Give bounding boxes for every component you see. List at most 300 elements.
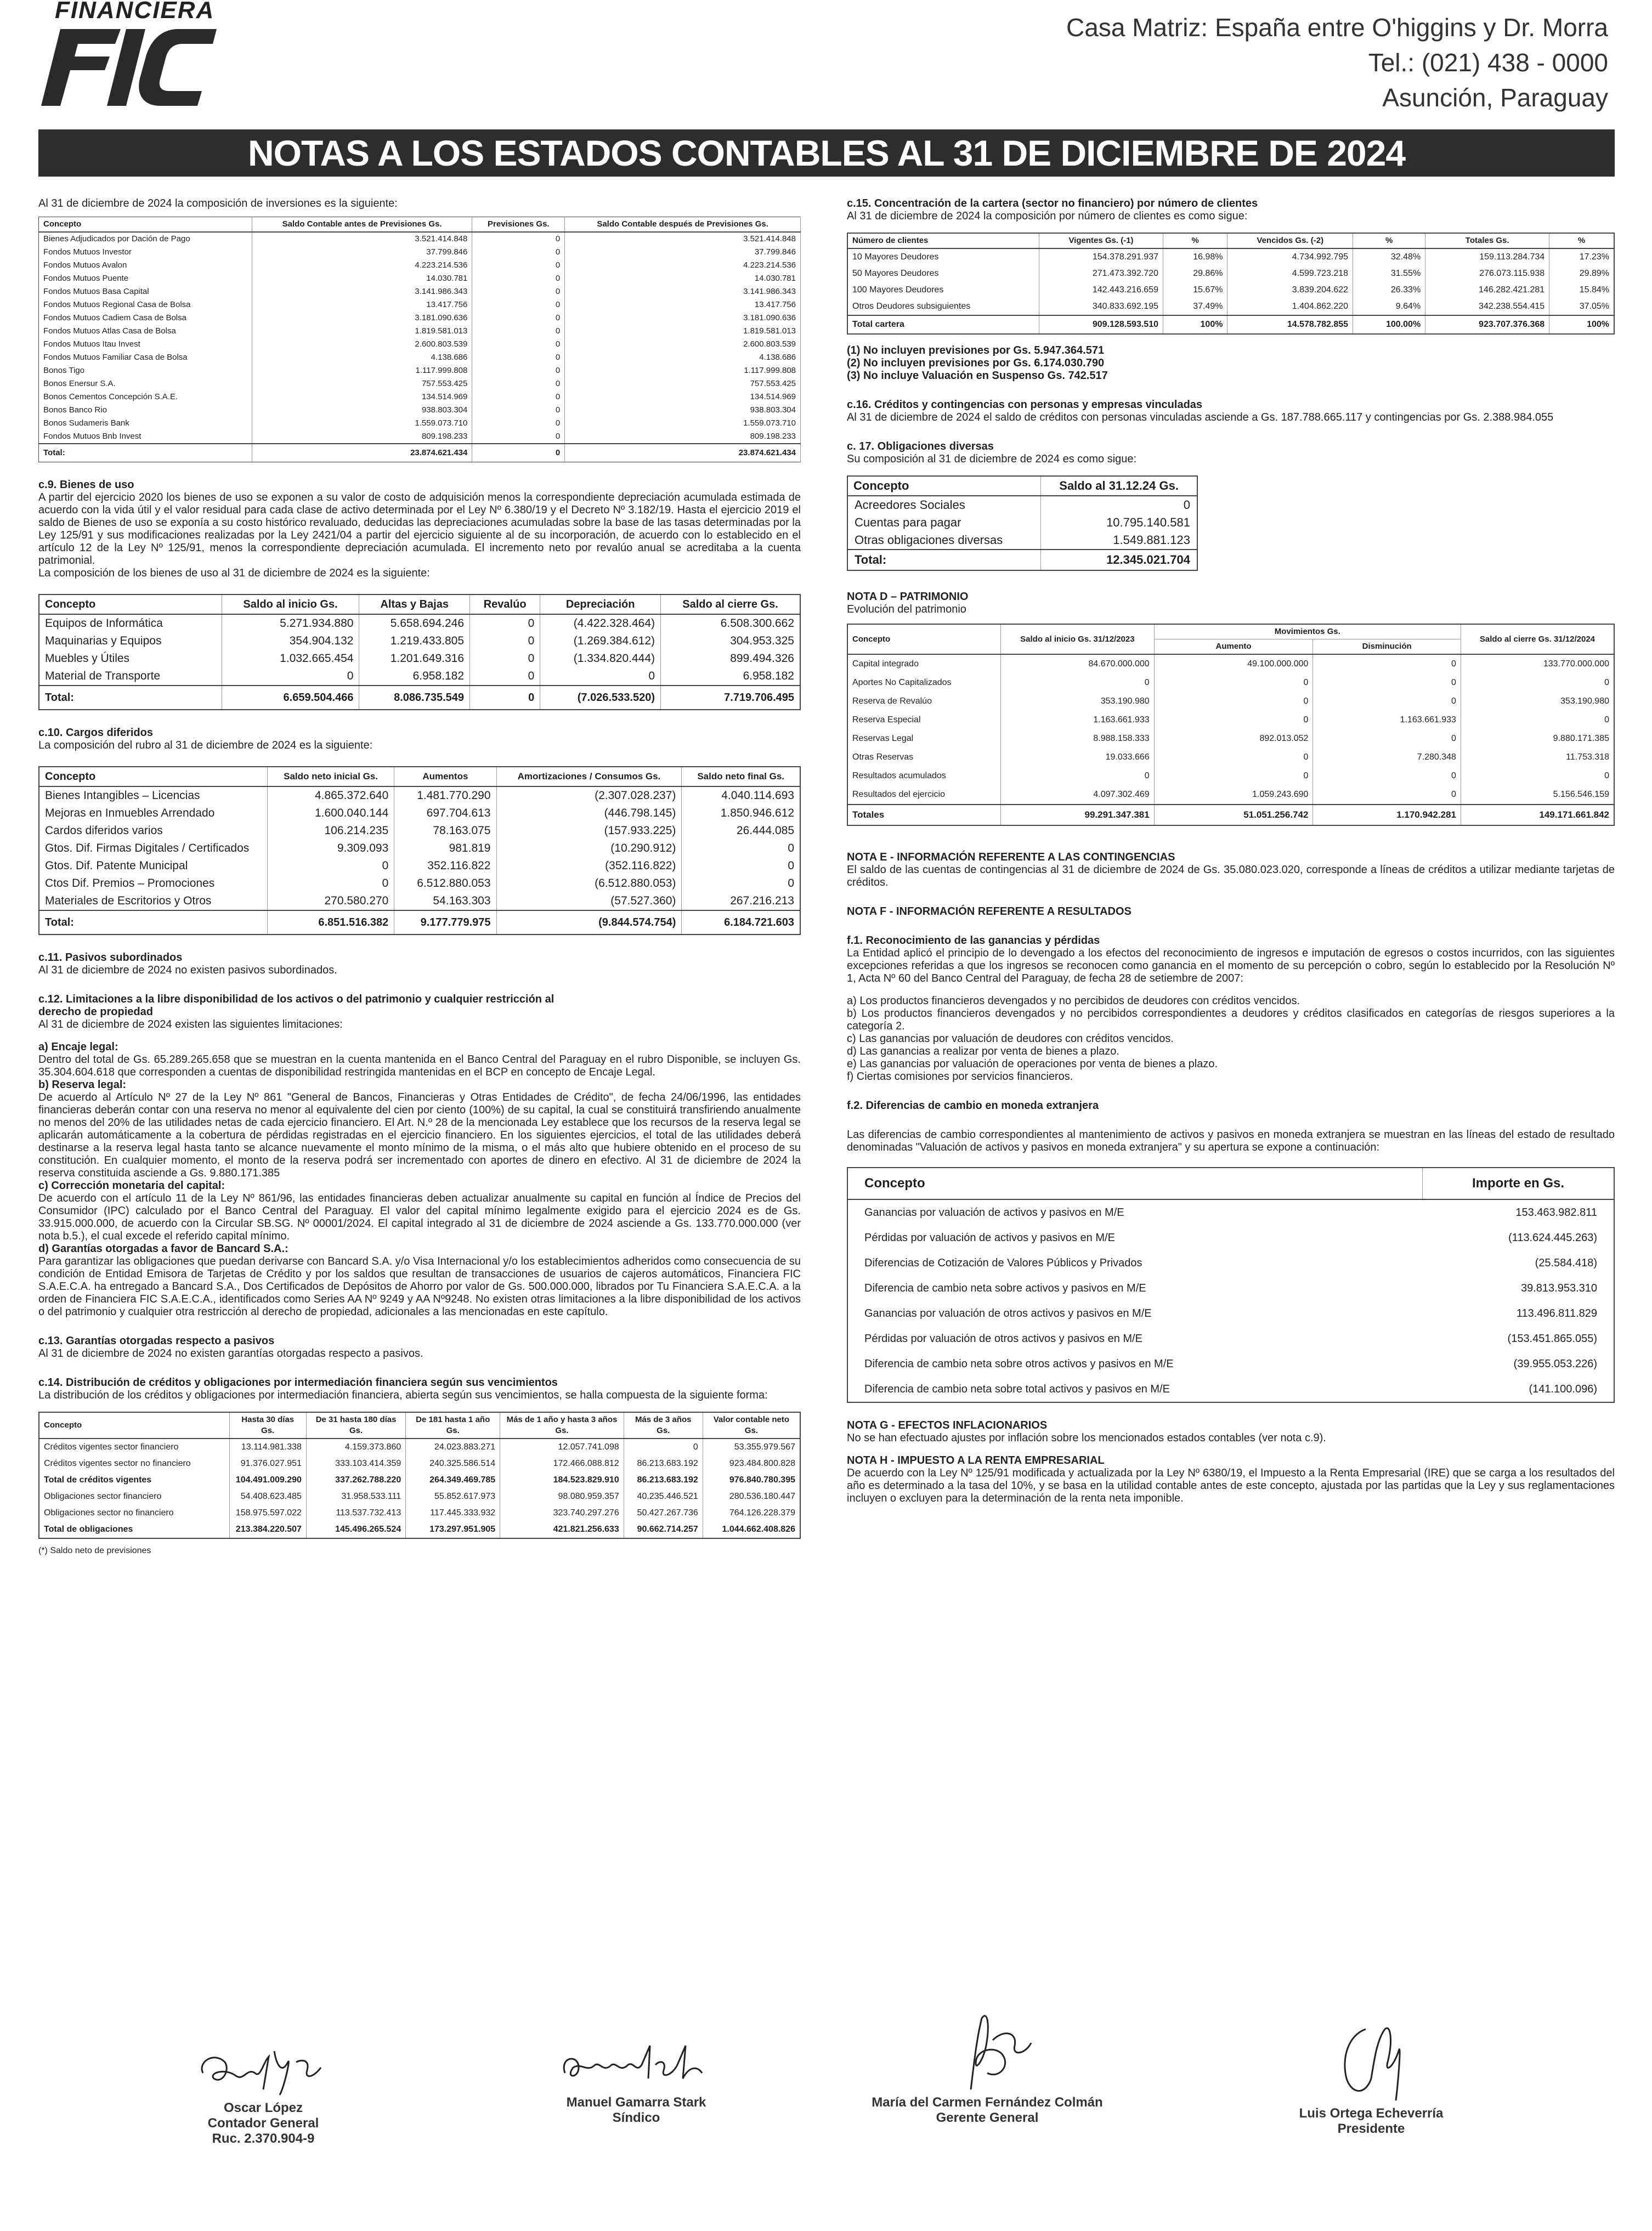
table-cell: 50.427.267.736	[624, 1505, 703, 1521]
f2-title: f.2. Diferencias de cambio en moneda extranjera	[847, 1100, 1099, 1112]
table-row	[847, 1351, 1614, 1377]
total-row	[847, 550, 1197, 570]
total-cell: 23.874.621.434	[252, 444, 472, 462]
table-cell: Diferencia de cambio neta sobre otros activos y pasivos en M/E	[864, 1358, 1174, 1370]
signature-block	[527, 2035, 746, 2126]
table-row	[847, 748, 1614, 767]
table-cell: 938.803.304	[252, 404, 472, 417]
c14-footnote: (*) Saldo neto de previsiones	[38, 1546, 151, 1555]
table-cell: 6.958.182	[359, 667, 470, 686]
table-cell: 354.904.132	[222, 632, 359, 650]
table-cell: 0	[472, 232, 565, 246]
table-cell: Gtos. Dif. Firmas Digitales / Certificados	[39, 840, 267, 857]
company-address	[1066, 10, 1608, 115]
table-cell: 0	[267, 875, 394, 892]
table-cell: 6.512.880.053	[394, 875, 496, 892]
table-cell: 0	[1154, 692, 1313, 711]
table-row	[39, 614, 800, 632]
address-line: Casa Matriz: España entre O'higgins y Dr. Morra	[1066, 13, 1608, 42]
c12d-title: d) Garantías otorgadas a favor de Bancard S.A.:	[38, 1243, 288, 1255]
table-cell: 0	[624, 1439, 703, 1456]
table-cell: Ctos Dif. Premios – Promociones	[39, 875, 267, 892]
f1-title: f.1. Reconocimiento de las ganancias y pérdidas	[847, 935, 1100, 947]
signer-ruc: Ruc. 2.370.904-9	[212, 2131, 315, 2146]
table-cell: 26.33%	[1353, 282, 1425, 298]
table-cell: Maquinarias y Equipos	[39, 632, 222, 650]
table-cell: 134.514.969	[565, 390, 801, 404]
table-cell: (10.290.912)	[496, 840, 682, 857]
table-cell: 267.216.213	[682, 892, 800, 910]
signer-role: Presidente	[1337, 2121, 1405, 2136]
inv-intro: Al 31 de diciembre de 2024 la composición de inversiones es la siguiente:	[38, 197, 398, 209]
table-cell: 0	[267, 857, 394, 875]
table-cell: 26.444.085	[682, 822, 800, 840]
table-cell: Fondos Mutuos Atlas Casa de Bolsa	[39, 325, 252, 338]
total-cell: (7.026.533.520)	[540, 686, 661, 710]
table-cell: Otras obligaciones diversas	[847, 531, 1041, 550]
signer-name: Manuel Gamarra Stark	[566, 2095, 706, 2110]
table-cell: Fondos Mutuos Regional Casa de Bolsa	[39, 298, 252, 312]
total-row	[847, 805, 1614, 825]
table-cell: 5.271.934.880	[222, 614, 359, 632]
table-cell: 104.491.009.290	[229, 1472, 306, 1488]
table-cell: 5.156.546.159	[1461, 785, 1614, 805]
signature-block	[165, 2029, 362, 2147]
table-cell: Fondos Mutuos Bnb Invest	[39, 430, 252, 444]
table-cell: 53.355.979.567	[703, 1439, 800, 1456]
table-cell: 54.163.303	[394, 892, 496, 910]
table-cell: 173.297.951.905	[406, 1521, 500, 1538]
table-row	[39, 1439, 800, 1456]
table-cell: 0	[1154, 711, 1313, 729]
table-row	[39, 1521, 800, 1538]
table-cell: Bonos Banco Rio	[39, 404, 252, 417]
total-cell: 23.874.621.434	[565, 444, 801, 462]
notaG-title: NOTA G - EFECTOS INFLACIONARIOS	[847, 1419, 1048, 1431]
total-row	[39, 686, 800, 710]
table-cell: 1.559.073.710	[565, 417, 801, 430]
table-cell: 19.033.666	[1001, 748, 1155, 767]
table-cell: (1.269.384.612)	[540, 632, 661, 650]
table-cell: 340.833.692.195	[1039, 298, 1163, 315]
fic-logo-icon	[38, 26, 219, 109]
table-cell: 11.753.318	[1461, 748, 1614, 767]
table-row	[39, 364, 801, 377]
table-cell: 271.473.392.720	[1039, 265, 1163, 282]
table-cell: Material de Transporte	[39, 667, 222, 686]
table-cell: 0	[472, 430, 565, 444]
total-cell: 100%	[1549, 315, 1614, 334]
th: Más de 1 año y hasta 3 años Gs.	[500, 1412, 624, 1439]
th: Hasta 30 días Gs.	[229, 1412, 306, 1439]
table-cell: 50 Mayores Deudores	[847, 265, 1039, 282]
table-cell: 91.376.027.951	[229, 1456, 306, 1472]
table-cell: 0	[472, 404, 565, 417]
c11-text: Al 31 de diciembre de 2024 no existen pasivos subordinados.	[38, 964, 337, 976]
c12b-title: b) Reserva legal:	[38, 1079, 127, 1091]
table-cell: 4.865.372.640	[267, 786, 394, 805]
signature-icon	[921, 2007, 1053, 2095]
total-cell: (9.844.574.754)	[496, 910, 682, 935]
c11-title: c.11. Pasivos subordinados	[38, 952, 183, 964]
table-cell: (57.527.360)	[496, 892, 682, 910]
table-row	[847, 265, 1614, 282]
signer-name: Luis Ortega Echeverría	[1299, 2106, 1444, 2121]
table-cell: 153.463.982.811	[1515, 1207, 1597, 1219]
table-cell: Diferencia de cambio neta sobre activos y pasivos en M/E	[864, 1282, 1146, 1294]
table-cell: 0	[472, 285, 565, 298]
table-cell: Fondos Mutuos Familiar Casa de Bolsa	[39, 351, 252, 364]
table-row	[39, 840, 800, 857]
total-cell: 14.578.782.855	[1227, 315, 1353, 334]
table-cell: Reserva de Revalúo	[847, 692, 1001, 711]
total-cell: 9.177.779.975	[394, 910, 496, 935]
table-cell: 3.181.090.636	[565, 312, 801, 325]
table-cell: Fondos Mutuos Puente	[39, 272, 252, 285]
table-cell: 0	[472, 298, 565, 312]
table-cell: 0	[1313, 729, 1461, 748]
table-cell: 0	[472, 259, 565, 272]
table-cell: 145.496.265.524	[306, 1521, 405, 1538]
table-row	[847, 514, 1197, 531]
c14-text: La distribución de los créditos y obligaciones por intermediación financiera, abierta según sus vencimientos, se halla compuesta de la siguiente forma:	[38, 1389, 768, 1401]
table-cell: Créditos vigentes sector no financiero	[39, 1456, 229, 1472]
table-cell: 809.198.233	[565, 430, 801, 444]
c9-text: A partir del ejercicio 2020 los bienes de uso se exponen a su valor de costo de adquisición menos la correspondiente depreciación acumulada estimada de acuerdo con la vida útil y el valor residual para cada clase de activo determinada por el Ley Nº 6.380/19 y el Decreto Nº 3.182/19. Hasta el ejercicio 2019 el saldo de Bienes de uso se exponía a su costo histórico revaluado, deducidas las depreciaciones acumuladas sobre la base de las tasas determinadas por la Ley 125/91 y sus modificaciones realizadas por la Ley 2421/04 a partir del ejercicio siguiente al de su incorporación, de acuerdo con lo establecido en el artículo 12 de la Ley Nº 125/91, menos la correspondiente depreciación acumulada. El incremento neto por revalúo anual se acreditaba a la cuenta patrimonial.	[38, 491, 801, 567]
table-cell: 352.116.822	[394, 857, 496, 875]
signer-name: Oscar López	[223, 2100, 303, 2115]
fixed-assets-table	[38, 594, 801, 710]
table-cell: 0	[472, 312, 565, 325]
table-cell: Ganancias por valuación de activos y pasivos en M/E	[864, 1207, 1124, 1219]
table-cell: (1.334.820.444)	[540, 650, 661, 667]
c10-title: c.10. Cargos diferidos	[38, 727, 153, 739]
c14-title: c.14. Distribución de créditos y obligaciones por intermediación financiera según sus vencimientos	[38, 1377, 558, 1389]
table-cell: 0	[472, 272, 565, 285]
table-cell: 13.417.756	[252, 298, 472, 312]
th: Aumento	[1154, 639, 1313, 655]
th: Vigentes Gs. (-1)	[1039, 233, 1163, 248]
table-cell: Total de obligaciones	[39, 1521, 229, 1538]
table-cell: Otras Reservas	[847, 748, 1001, 767]
table-cell: 0	[1154, 748, 1313, 767]
table-cell: 86.213.683.192	[624, 1472, 703, 1488]
table-row	[39, 1488, 800, 1505]
list-item: f) Ciertas comisiones por servicios financieros.	[847, 1071, 1073, 1083]
table-cell: 421.821.256.633	[500, 1521, 624, 1538]
th: %	[1163, 233, 1227, 248]
table-cell: 1.559.073.710	[252, 417, 472, 430]
table-cell: Otros Deudores subsiguientes	[847, 298, 1039, 315]
table-row	[39, 417, 801, 430]
table-cell: 24.023.883.271	[406, 1439, 500, 1456]
th: Concepto	[847, 1168, 1423, 1199]
th: Saldo neto final Gs.	[682, 767, 800, 786]
table-cell: 12.057.741.098	[500, 1439, 624, 1456]
table-row	[847, 531, 1197, 550]
table-cell: 0	[472, 325, 565, 338]
table-cell: 353.190.980	[1001, 692, 1155, 711]
th: Depreciación	[540, 594, 661, 614]
table-cell: Fondos Mutuos Avalon	[39, 259, 252, 272]
table-cell: Diferencias de Cotización de Valores Públicos y Privados	[864, 1257, 1142, 1269]
table-cell: 1.819.581.013	[252, 325, 472, 338]
table-cell: 0	[1461, 673, 1614, 692]
table-cell: Ganancias por valuación de otros activos y pasivos en M/E	[864, 1307, 1152, 1320]
table-cell: 1.201.649.316	[359, 650, 470, 667]
total-cell: 0	[472, 444, 565, 462]
table-cell: 3.521.414.848	[565, 232, 801, 246]
table-cell: 14.030.781	[565, 272, 801, 285]
table-cell: 10.795.140.581	[1041, 514, 1197, 531]
table-cell: 0	[472, 246, 565, 259]
c16-text: Al 31 de diciembre de 2024 el saldo de créditos con personas vinculadas asciende a Gs. 187.788.665.117 y contingencias por Gs. 2.388.984.055	[847, 411, 1554, 423]
table-cell: 4.223.214.536	[565, 259, 801, 272]
th: Concepto	[39, 1412, 229, 1439]
table-row	[847, 496, 1197, 514]
table-cell: 10 Mayores Deudores	[847, 248, 1039, 265]
table-row	[39, 377, 801, 390]
c12-title2: derecho de propiedad	[38, 1006, 153, 1018]
table-cell: Pérdidas por valuación de otros activos y pasivos en M/E	[864, 1333, 1142, 1345]
table-cell: Bonos Cementos Concepción S.A.E.	[39, 390, 252, 404]
table-cell: 17.23%	[1549, 248, 1614, 265]
table-cell: 0	[472, 351, 565, 364]
table-cell: 4.734.992.795	[1227, 248, 1353, 265]
table-cell: 0	[470, 614, 540, 632]
table-cell: 142.443.216.659	[1039, 282, 1163, 298]
signer-role: Síndico	[612, 2110, 660, 2125]
total-cell: 8.086.735.549	[359, 686, 470, 710]
table-row	[847, 1326, 1614, 1351]
table-cell: Mejoras en Inmuebles Arrendado	[39, 805, 267, 822]
table-cell: (113.624.445.263)	[1508, 1232, 1597, 1244]
table-cell: Créditos vigentes sector financiero	[39, 1439, 229, 1456]
table-cell: 304.953.325	[661, 632, 801, 650]
table-cell: 270.580.270	[267, 892, 394, 910]
th: Amortizaciones / Consumos Gs.	[496, 767, 682, 786]
table-cell: 337.262.788.220	[306, 1472, 405, 1488]
table-cell: 4.040.114.693	[682, 786, 800, 805]
table-cell: 938.803.304	[565, 404, 801, 417]
list-item: a) Los productos financieros devengados y no percibidos de deudores con créditos vencidos.	[847, 995, 1300, 1007]
table-cell: 106.214.235	[267, 822, 394, 840]
c15-intro: Al 31 de diciembre de 2024 la composición por número de clientes es como sigue:	[847, 210, 1248, 222]
table-row	[847, 785, 1614, 805]
table-cell: Gtos. Dif. Patente Municipal	[39, 857, 267, 875]
table-cell: 240.325.586.514	[406, 1456, 500, 1472]
city-line: Asunción, Paraguay	[1382, 83, 1608, 112]
table-cell: 1.044.662.408.826	[703, 1521, 800, 1538]
total-row	[39, 910, 800, 935]
table-cell: 4.159.373.860	[306, 1439, 405, 1456]
notaH-text: De acuerdo con la Ley Nº 125/91 modificada y actualizada por la Ley Nº 6380/19, el Impuesto a la Renta Empresarial (IRE) que se carga a los resultados del año es determinado a la tasa del 10%, y se basa en la utilidad contable antes de este concepto, ajustada por las partidas que la Ley y sus reglamentaciones incluyen o excluyen para la determinación de la renta neta imponible.	[847, 1467, 1615, 1504]
total-row	[39, 444, 801, 462]
total-cell: 149.171.661.842	[1461, 805, 1614, 825]
table-cell: (39.955.053.226)	[1513, 1358, 1597, 1370]
c15-note: (2) No incluyen previsiones por Gs. 6.174.030.790	[847, 357, 1105, 369]
table-cell: 3.521.414.848	[252, 232, 472, 246]
th: Revalúo	[470, 594, 540, 614]
total-cell: Total cartera	[847, 315, 1039, 334]
signature-block	[1256, 2018, 1486, 2137]
th: De 31 hasta 180 días Gs.	[306, 1412, 405, 1439]
table-cell: 90.662.714.257	[624, 1521, 703, 1538]
total-cell: Total:	[39, 910, 267, 935]
table-cell: 1.163.661.933	[1313, 711, 1461, 729]
table-cell: 809.198.233	[252, 430, 472, 444]
table-cell: 1.219.433.805	[359, 632, 470, 650]
table-row	[847, 248, 1614, 265]
c15-title: c.15. Concentración de la cartera (sector no financiero) por número de clientes	[847, 197, 1258, 209]
table-row	[847, 282, 1614, 298]
table-cell: 37.05%	[1549, 298, 1614, 315]
total-cell: 100%	[1163, 315, 1227, 334]
total-cell: 12.345.021.704	[1041, 550, 1197, 570]
table-cell: 134.514.969	[252, 390, 472, 404]
th: Saldo al cierre Gs. 31/12/2024	[1461, 624, 1614, 654]
table-cell: Resultados acumulados	[847, 767, 1001, 785]
table-cell: 1.404.862.220	[1227, 298, 1353, 315]
table-cell: Capital integrado	[847, 654, 1001, 673]
table-cell: (446.798.145)	[496, 805, 682, 822]
table-cell: Fondos Mutuos Itau Invest	[39, 338, 252, 351]
table-cell: 31.958.533.111	[306, 1488, 405, 1505]
table-cell: 280.536.180.447	[703, 1488, 800, 1505]
total-cell: Total:	[39, 444, 252, 462]
c9-title: c.9. Bienes de uso	[38, 479, 134, 491]
logo-brand-text: FINANCIERA	[55, 0, 215, 24]
table-cell: (153.451.865.055)	[1507, 1333, 1597, 1345]
table-row	[39, 338, 801, 351]
th: Concepto	[39, 217, 252, 233]
table-cell: 3.839.204.622	[1227, 282, 1353, 298]
table-cell: 37.49%	[1163, 298, 1227, 315]
list-item: c) Las ganancias por valuación de deudores con créditos vencidos.	[847, 1033, 1174, 1045]
table-row	[39, 351, 801, 364]
c10-intro: La composición del rubro al 31 de diciembre de 2024 es la siguiente:	[38, 739, 373, 751]
c15-note: (1) No incluyen previsiones por Gs. 5.947.364.571	[847, 344, 1105, 356]
table-row	[39, 1472, 800, 1488]
table-cell: 757.553.425	[252, 377, 472, 390]
table-cell: 0	[222, 667, 359, 686]
c17-title: c. 17. Obligaciones diversas	[847, 440, 994, 452]
table-cell: 0	[472, 390, 565, 404]
table-cell: 1.163.661.933	[1001, 711, 1155, 729]
table-row	[39, 892, 800, 910]
th: De 181 hasta 1 año Gs.	[406, 1412, 500, 1439]
table-cell: 113.496.811.829	[1516, 1307, 1597, 1320]
table-cell: Muebles y Útiles	[39, 650, 222, 667]
table-row	[39, 285, 801, 298]
table-cell: 13.114.981.338	[229, 1439, 306, 1456]
th: Concepto	[39, 767, 267, 786]
table-cell: 184.523.829.910	[500, 1472, 624, 1488]
table-cell: 4.223.214.536	[252, 259, 472, 272]
table-row	[39, 246, 801, 259]
table-cell: Cuentas para pagar	[847, 514, 1041, 531]
table-cell: 3.141.986.343	[252, 285, 472, 298]
table-row	[39, 1505, 800, 1521]
phone-line: Tel.: (021) 438 - 0000	[1368, 48, 1608, 77]
table-cell: Bienes Adjudicados por Dación de Pago	[39, 232, 252, 246]
table-cell: 146.282.421.281	[1425, 282, 1549, 298]
th: Previsiones Gs.	[472, 217, 565, 233]
table-cell: 4.599.723.218	[1227, 265, 1353, 282]
table-row	[39, 1456, 800, 1472]
table-row	[847, 692, 1614, 711]
th: Totales Gs.	[1425, 233, 1549, 248]
list-item: b) Los productos financieros devengados y no percibidos correspondientes a deudores y créditos clasificados en categorías de riesgos superiores a la categoría 2.	[847, 1007, 1615, 1032]
table-cell: 0	[1313, 785, 1461, 805]
table-cell: 86.213.683.192	[624, 1456, 703, 1472]
table-cell: 84.670.000.000	[1001, 654, 1155, 673]
table-row	[847, 1377, 1614, 1402]
deferred-charges-table	[38, 766, 801, 935]
table-cell: 3.181.090.636	[252, 312, 472, 325]
table-cell: 0	[1154, 767, 1313, 785]
table-cell: 0	[1001, 673, 1155, 692]
total-cell: Totales	[847, 805, 1001, 825]
table-cell: 0	[472, 364, 565, 377]
table-cell: Bienes Intangibles – Licencias	[39, 786, 267, 805]
th: Valor contable neto Gs.	[703, 1412, 800, 1439]
c12-intro: Al 31 de diciembre de 2024 existen las siguientes limitaciones:	[38, 1018, 343, 1030]
notaE-title: NOTA E - INFORMACIÓN REFERENTE A LAS CONTINGENCIAS	[847, 851, 1175, 863]
table-cell: Reservas Legal	[847, 729, 1001, 748]
maturity-table	[38, 1412, 801, 1539]
table-cell: 13.417.756	[565, 298, 801, 312]
table-cell: Acreedores Sociales	[847, 496, 1041, 514]
th: %	[1549, 233, 1614, 248]
table-row	[847, 711, 1614, 729]
table-row	[39, 822, 800, 840]
list-item: e) Las ganancias por valuación de operaciones por venta de bienes a plazo.	[847, 1058, 1218, 1070]
table-cell: 1.032.665.454	[222, 650, 359, 667]
table-cell: 0	[1154, 673, 1313, 692]
table-row	[39, 390, 801, 404]
table-row	[847, 1225, 1614, 1250]
th: Más de 3 años Gs.	[624, 1412, 703, 1439]
table-cell: 0	[682, 840, 800, 857]
table-cell: 892.013.052	[1154, 729, 1313, 748]
table-cell: 0	[1461, 711, 1614, 729]
total-cell: 51.051.256.742	[1154, 805, 1313, 825]
signature-icon	[192, 2029, 335, 2100]
table-cell: 1.549.881.123	[1041, 531, 1197, 550]
table-cell: 0	[470, 650, 540, 667]
c12-title: c.12. Limitaciones a la libre disponibilidad de los activos o del patrimonio y cualquier restricción al	[38, 993, 555, 1005]
c16-title: c.16. Créditos y contingencias con personas y empresas vinculadas	[847, 399, 1203, 411]
table-cell: 0	[472, 377, 565, 390]
table-cell: 1.117.999.808	[252, 364, 472, 377]
notaH-title: NOTA H - IMPUESTO A LA RENTA EMPRESARIAL	[847, 1454, 1105, 1466]
list-item: d) Las ganancias a realizar por venta de bienes a plazo.	[847, 1045, 1119, 1057]
table-cell: 323.740.297.276	[500, 1505, 624, 1521]
f1-text: La Entidad aplicó el principio de lo devengado a los efectos del reconocimiento de ingresos e imputación de egresos o costos incurridos, con las siguientes excepciones referidas a que los ingresos se reconocen como ganancia en el momento de su percepción o cobro, según lo establecido por la Resolución Nº 1, Acta Nº 60 del Banco Central del Paraguay, de fecha 28 de setiembre de 2007:	[847, 947, 1615, 984]
table-row	[847, 654, 1614, 673]
signer-role: Gerente General	[936, 2110, 1039, 2125]
table-cell: Reserva Especial	[847, 711, 1001, 729]
table-cell: 54.408.623.485	[229, 1488, 306, 1505]
table-cell: 899.494.326	[661, 650, 801, 667]
table-cell: Bonos Enersur S.A.	[39, 377, 252, 390]
table-row	[847, 1250, 1614, 1276]
table-cell: 1.850.946.612	[682, 805, 800, 822]
table-cell: Equipos de Informática	[39, 614, 222, 632]
table-cell: 976.840.780.395	[703, 1472, 800, 1488]
table-cell: 133.770.000.000	[1461, 654, 1614, 673]
